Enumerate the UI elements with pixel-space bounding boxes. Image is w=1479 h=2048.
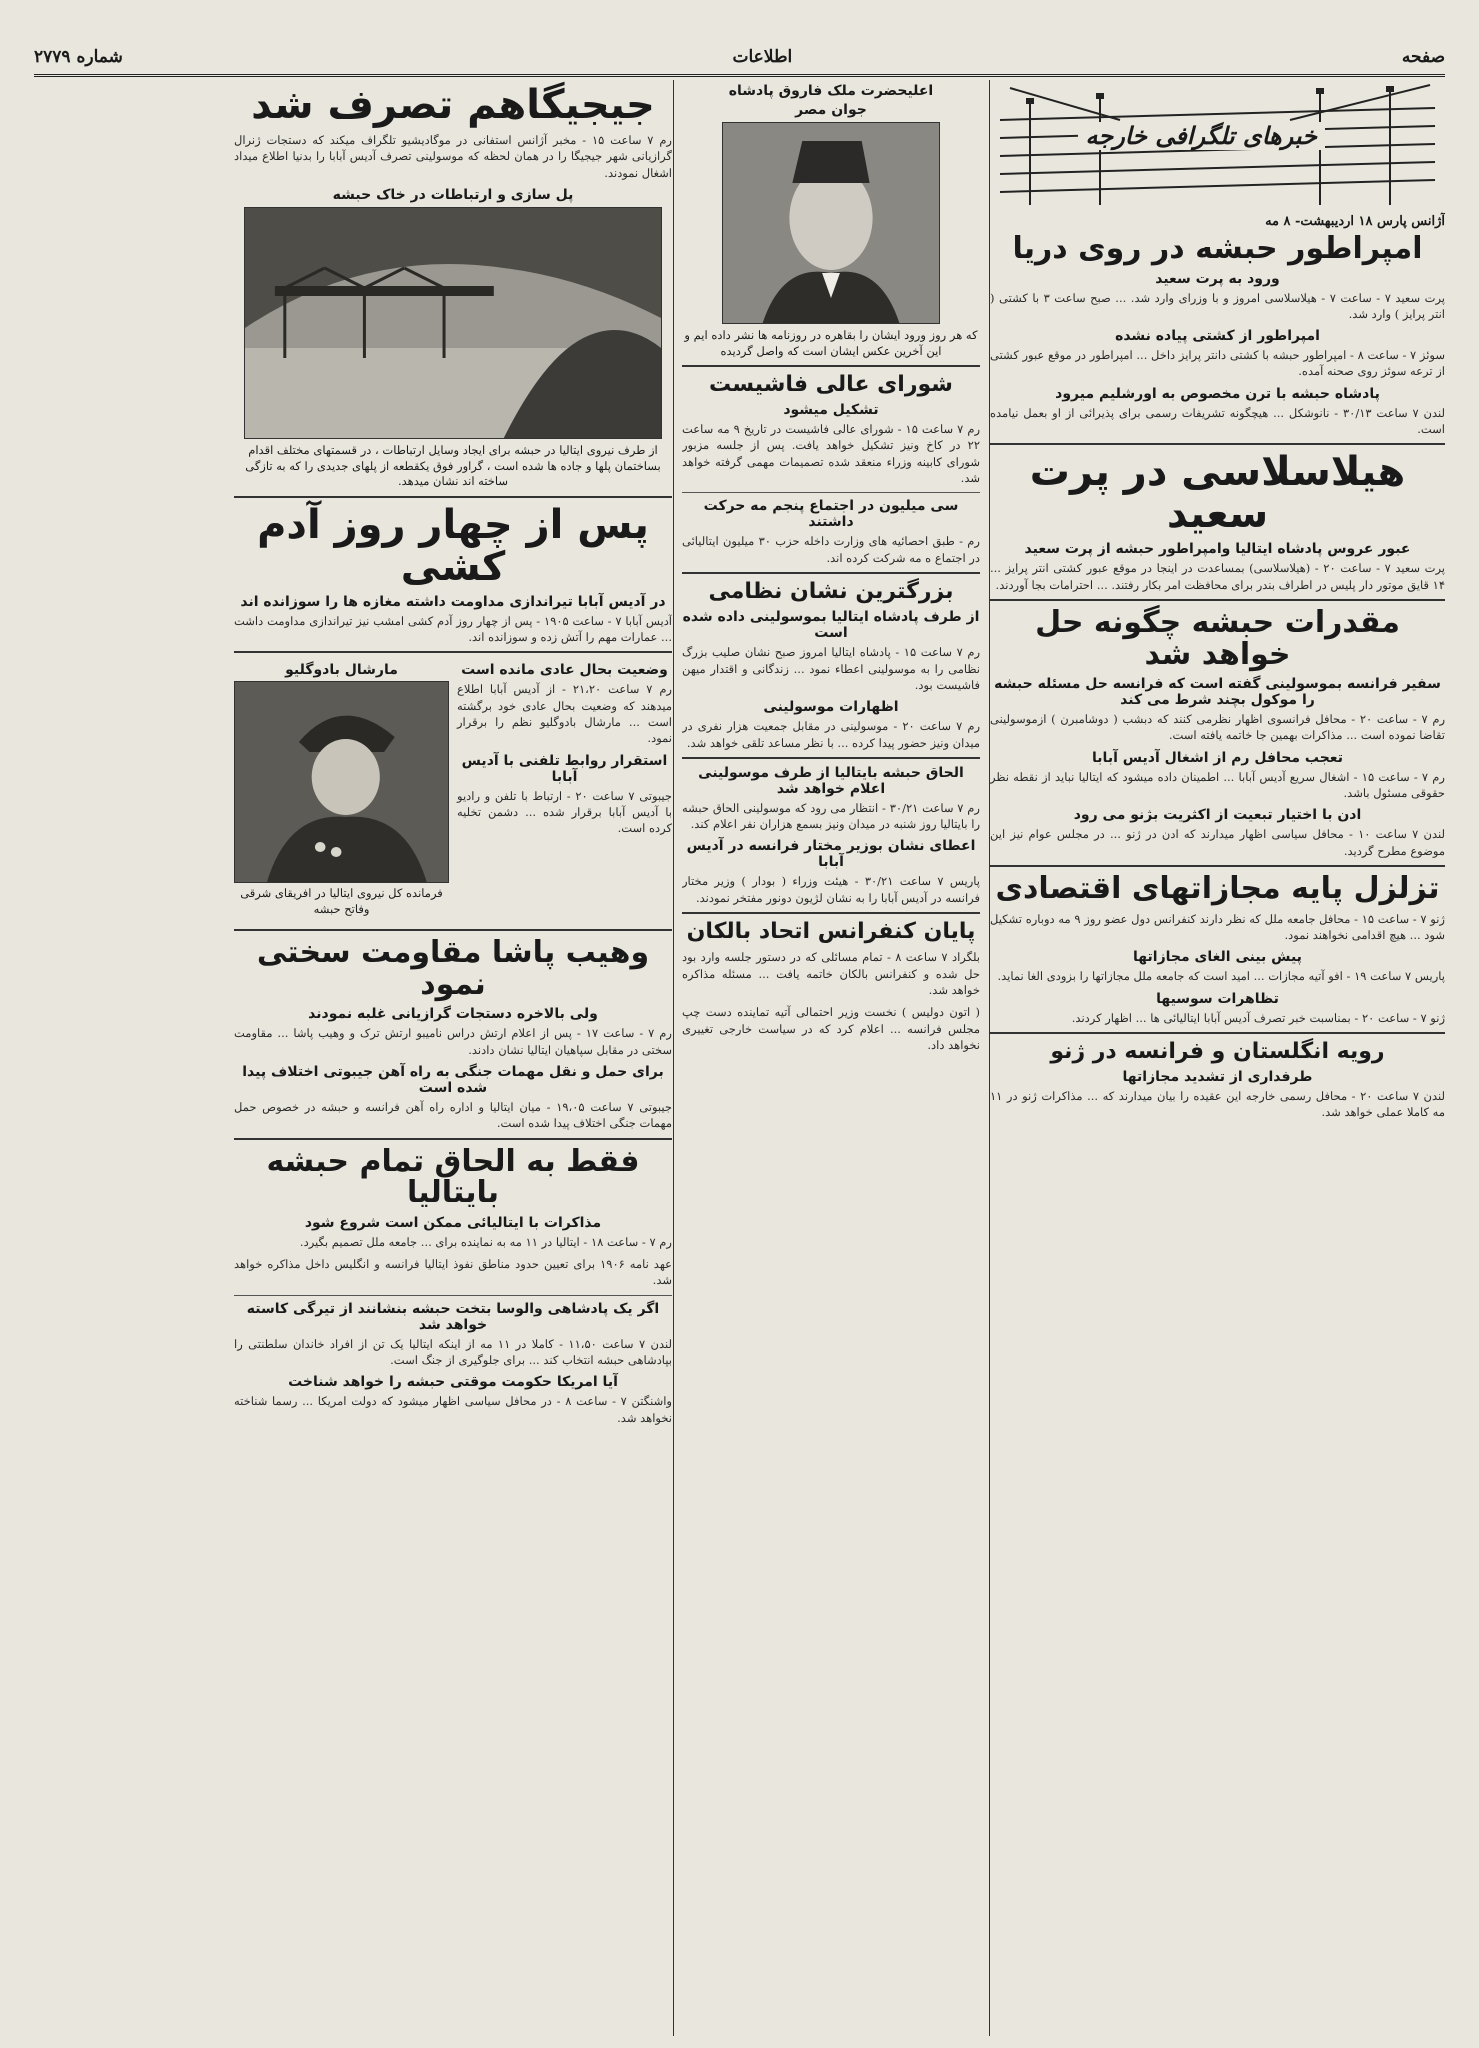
subheadline: پیش بینی الغای مجازاتها <box>1133 949 1302 966</box>
article-body: رم ۷ ساعت ۱۵ - پادشاه ایتالیا امروز صبح نشان صلیب بزرگ نظامی را به موسولینی اعطاء نمود ... زندگانی و اقتدار میهن فاشیست بود. <box>682 645 980 692</box>
divider <box>682 365 980 367</box>
divider <box>234 651 672 653</box>
article-body: ( اتون دولیس ) نخست وزیر احتمالی آتیه تماینده دست چپ مجلس فرانسه ... اعلام کرد که در سیاست خارجی تغییری نخواهد داد. <box>682 1005 980 1052</box>
subheadline: در آدیس آبابا تیراندازی مداومت داشته مغازه ها را سوزانده اند <box>240 593 666 610</box>
portrait-photo <box>722 122 940 324</box>
subheadline: تظاهرات سوسیها <box>1156 990 1279 1007</box>
subheadline: سفیر فرانسه بموسولینی گفته است که فرانسه حل مسئله حبشه را موکول بچند شرط می کند <box>994 676 1441 709</box>
subheadline: اعطای نشان بوزیر مختار فرانسه در آدیس آبابا <box>686 838 976 871</box>
subheadline: برای حمل و نقل مهمات جنگی به راه آهن جیبوتی اختلاف پیدا شده است <box>242 1063 664 1096</box>
headline: پایان کنفرانس اتحاد بالکان <box>686 919 976 945</box>
article-body: رم ۷ ساعت ۲۱،۲۰ - از آدیس آبابا اطلاع میدهند که وضعیت بحال عادی خود برگشته است ... مارشال بادوگلیو نظم را برقرار نمود. <box>457 682 672 746</box>
photo-caption: فرمانده کل نیروی ایتالیا در افریقای شرقی وفاتح حبشه <box>240 886 443 916</box>
foreign-news-banner <box>990 80 1445 208</box>
subheadline: آیا امریکا حکومت موقتی حبشه را خواهد شناخت <box>288 1374 618 1391</box>
headline: تزلزل پایه مجازاتهای اقتصادی <box>995 871 1440 907</box>
article-body: آدیس آبابا ۷ - ساعت ۱۹۰۵ - پس از چهار روز آدم کشی امشب نیز تیراندازی مداومت داشت ... عمارات مهم را آتش زده و سوزانده اند. <box>234 613 672 644</box>
divider <box>990 865 1445 867</box>
column-left <box>234 80 672 2036</box>
subheadline: تشکیل میشود <box>783 402 879 419</box>
photo-title: مارشال بادوگلیو <box>285 662 398 679</box>
divider <box>990 1032 1445 1034</box>
subheadline: از طرف پادشاه ایتالیا بموسولینی داده شده است <box>682 609 980 642</box>
headline: رویه انگلستان و فرانسه در ژنو <box>1050 1038 1385 1064</box>
article-body: لندن ۷ ساعت ۱۱،۵۰ - کاملا در ۱۱ مه از اینکه ایتالیا یک تن از افراد خاندان سلطنتی را بپادشاهی حبشه انتخاب کند ... برای جلوگیری از جنگ است. <box>234 1336 672 1367</box>
article-body: رم ۷ - ساعت ۱۵ - اشغال سریع آدیس آبابا ... اطمینان داده میشود که ایتالیا نباید از نقطه نظر حقوقی مسئول باشد. <box>990 769 1445 801</box>
subheadline: اظهارات موسولینی <box>763 699 899 716</box>
article-body: رم ۷ ساعت ۱۵ - مخبر آژانس استفانی در موگادیشیو تلگراف میکند که دستجات ژنرال گرازیانی شهر جیجیگا را در همان لحظه که موسولینی تصرف آدیس آبابا را بدنیا اطلاع میداد اشغال نمودند. <box>234 133 672 180</box>
article-body: ژنو ۷ - ساعت ۱۵ - محافل جامعه ملل که نظر دارند کنفرانس دول عضو روز ۹ مه دوباره تشکیل شود ... هیچ اقدامی نخواهند نمود. <box>990 911 1445 942</box>
subheadline: وضعیت بحال عادی مانده است <box>461 662 668 679</box>
subheadline: مذاکرات با ایتالیائی ممکن است شروع شود <box>304 1214 602 1231</box>
divider <box>990 443 1445 445</box>
divider <box>990 599 1445 601</box>
headline: پس از چهار روز آدم کشی <box>257 501 649 590</box>
portrait-icon <box>235 682 448 882</box>
article-body: لندن ۷ ساعت ۱۰ - محافل سیاسی اظهار میدارند که ادن در ژنو ... در مجلس عوام نیز این موضوع مطرح گردید. <box>990 827 1445 858</box>
article-body: رم ۷ ساعت ۱۵ - شورای عالی فاشیست در تاریخ ۹ مه ساعت ۲۲ در کاخ ونیز تشکیل خواهد یافت. پس از جلسه مزبور شورای کابینه وزراء منعقد شده تصمیمات مهمی گرفته خواهد شد. <box>682 422 980 486</box>
article-body: لندن ۷ ساعت ۲۰ - محافل رسمی خارجه این عقیده را بیان میدارند که ... مذاکرات ژنو در ۱۱ مه کاملا عملی خواهد شد. <box>990 1089 1445 1120</box>
article-body: رم ۷ - ساعت ۱۷ - پس از اعلام ارتش دراس نامیبو ارتش ترک و وهیب پاشا ... مقاومت سختی در مقابل سپاهیان ایتالیا نشان دادند. <box>234 1026 672 1057</box>
article-body: رم ۷ ساعت ۲۰ - موسولینی در مقابل جمعیت هزار نفری در میدان ونیز حضور پیدا کرده ... با نظر مساعد تلقی خواهد شد. <box>682 719 980 750</box>
headline: شورای عالی فاشیست <box>709 372 953 398</box>
photo-title: جوان مصر <box>795 102 867 118</box>
article-body: ژنو ۷ - ساعت ۲۰ - بمناسبت خبر تصرف آدیس آبابا ایتالیائی ها ... اظهار کردند. <box>1071 1010 1445 1025</box>
divider <box>234 1295 672 1296</box>
headline: هیلاسلاسی در پرت سعید <box>1029 449 1406 538</box>
subheadline: ادن با اختیار تبعیت از اکثریت بژنو می رود <box>1073 807 1362 824</box>
block-text <box>457 659 672 923</box>
marshal-photo <box>234 681 449 883</box>
headline: فقط به الحاق تمام حبشه بایتالیا <box>266 1143 640 1211</box>
photo-caption: از طرف نیروی ایتالیا در حبشه برای ایجاد وسایل ارتباطات ، در قسمتهای مختلف اقدام بساختمان پلها و جاده ها شده است ، گراور فوق یکقطعه از پلهای جدیدی را که به تازگی ساخته اند نشان میدهد. <box>245 442 661 489</box>
article-body: رم ۷ ساعت ۳۰/۲۱ - انتظار می رود که موسولینی الحاق حبشه را بایتالیا روز شنبه در میدان ونیز بسمع هزاران نفر اعلام کند. <box>682 800 980 832</box>
divider <box>234 496 672 498</box>
article-body: پرت سعید ۷ - ساعت ۲۰ - (هیلاسلاسی) بمساعدت در اینجا در موقع عبور کشتی انتر پرایز ... ۱۴ قایق موتور دار پلیس در اطراف بندر برای محافظت امر بکار رفتند. ... احترامات بجا آوردند. <box>990 561 1445 592</box>
subheadline: ورود به پرت سعید <box>1155 270 1280 287</box>
page-label: صفحه <box>1401 47 1445 67</box>
headline: جیجیگاهم تصرف شد <box>251 82 655 128</box>
bridge-photo <box>244 207 662 439</box>
article-body: پاریس ۷ ساعت ۳۰/۲۱ - هیئت وزراء ( بودار ) وزیر مختار فرانسه در آدیس آبابا را به نشان لژیون دونور مفتخر نمودند. <box>682 874 980 905</box>
block-photo <box>234 659 449 923</box>
article-body: بلگراد ۷ ساعت ۸ - تمام مسائلی که در دستور جلسه وارد بود حل شده و کنفرانس بالکان خاتمه یافت ... مسئله مذاکره خواهد شد. <box>682 950 980 997</box>
banner-title: خبرهای تلگرافی خارجه <box>1078 122 1326 150</box>
article-body: واشنگتن ۷ - ساعت ۸ - در محافل سیاسی اظهار میشود که دولت امریکا ... رسما شناخته نخواهد شد. <box>234 1394 672 1425</box>
subheadline: امپراطور از کشتی پیاده نشده <box>1115 328 1320 345</box>
divider <box>682 492 980 493</box>
two-column-block <box>234 659 672 923</box>
divider <box>682 757 980 759</box>
headline: اگر یک پادشاهی والوسا بتخت حبشه بنشانند از تیرگی کاسته خواهد شد <box>246 1300 660 1333</box>
divider <box>234 929 672 931</box>
divider <box>682 912 980 914</box>
subheadline: طرفداری از تشدید مجازاتها <box>1122 1069 1313 1085</box>
divider <box>234 1138 672 1140</box>
bridge-icon <box>245 208 661 438</box>
headline: الحاق حبشه بایتالیا از طرف موسولینی اعلام خواهد شد <box>698 764 964 797</box>
article-body: سوئز ۷ - ساعت ۸ - امپراطور حبشه با کشتی دانتر پرایز داخل ... امپراطور در موقع عبور کشتی از ترعه سوئز روی صحنه آمده. <box>990 348 1445 379</box>
subheadline: ولی بالاخره دستجات گرازیانی غلبه نمودند <box>308 1006 598 1023</box>
column-rule <box>673 80 674 2036</box>
article-body: رم ۷ - ساعت ۲۰ - محافل فرانسوی اظهار نظرمی کنند که دبشب ( دوشامبرن ) ازموسولینی تقاضا نموده است ... مذاکرات بهمین جا خاتمه یافته است. <box>990 712 1445 743</box>
column-right <box>990 80 1445 2036</box>
photo-caption: که هر روز ورود ایشان را بقاهره در روزنامه ها نشر داده ایم و این آخرین عکس ایشان است که واصل گردیده <box>684 328 978 358</box>
article-body: عهد نامه ۱۹۰۶ برای تعیین حدود مناطق نفوذ ایتالیا فرانسه و انگلیس داخل مذاکره خواهد شد. <box>234 1256 672 1288</box>
article-body: پرت سعید ۷ - ساعت ۷ - هیلاسلاسی امروز و با وزرای وارد شد. ... صبح ساعت ۳ با کشتی ( انتر پرایز ) وارد شد. <box>990 290 1445 321</box>
article-body: رم ۷ - ساعت ۱۸ - ایتالیا در ۱۱ مه به نماینده برای ... جامعه ملل تصمیم بگیرد. <box>299 1234 672 1249</box>
running-header <box>34 40 1445 77</box>
column-middle <box>682 80 980 2036</box>
headline: سی میلیون در اجتماع پنجم مه حرکت داشتند <box>703 498 959 531</box>
issue-number: شماره ۲۷۷۹ <box>34 47 123 67</box>
subheadline: عبور عروس پادشاه ایتالیا وامپراطور حبشه از پرت سعید <box>1024 541 1411 558</box>
paper-name: اطلاعات <box>732 47 793 67</box>
divider <box>682 572 980 574</box>
article-body: جیبوتی ۷ ساعت ۲۰ - ارتباط با تلفن و رادیو با آدیس آبابا برقرار شده ... دشمن تخلیه کرده است. <box>457 788 672 836</box>
article-body: لندن ۷ ساعت ۳۰/۱۳ - نانوشکل ... هیچگونه تشریفات رسمی برای پذیرائی از او بعمل نیامده است. <box>990 405 1445 437</box>
article-body: رم - طبق احصائیه های وزارت داخله حزب ۳۰ میلیون ایتالیائی در اجتماع ه مه شرکت کرده اند. <box>682 534 980 565</box>
article-body: جیبوتی ۷ ساعت ۱۹،۰۵ - میان ایتالیا و اداره راه آهن فرانسه و حبشه در خصوص حمل مهمات جنگی اختلاف پیدا شده است. <box>234 1099 672 1131</box>
headline: وهیب پاشا مقاومت سختی نمود <box>256 935 650 1002</box>
agency-dateline: آژانس پارس ۱۸ اردیبهشت- ۸ مه <box>1265 214 1445 229</box>
portrait-icon <box>723 123 939 323</box>
subheadline: استقرار روابط تلفنی با آدیس آبابا <box>461 752 668 785</box>
headline: امپراطور حبشه در روی دریا <box>1012 231 1423 266</box>
photo-title: اعلیحضرت ملک فاروق پادشاه <box>728 83 934 99</box>
article-body: پاریس ۷ ساعت ۱۹ - افو آتیه مجازات ... امید است که جامعه ملل مجازاتها را بزودی الغا نماید. <box>997 969 1445 984</box>
headline: بزرگترین نشان نظامی <box>708 579 954 605</box>
subheadline: پادشاه حبشه با ترن مخصوص به اورشلیم میرود <box>1055 385 1380 402</box>
headline: مقدرات حبشه چگونه حل خواهد شد <box>1035 605 1400 672</box>
subheadline: پل سازی و ارتباطات در خاک حبشه <box>332 186 574 203</box>
subheadline: تعجب محافل رم از اشغال آدیس آبابا <box>1092 749 1343 766</box>
